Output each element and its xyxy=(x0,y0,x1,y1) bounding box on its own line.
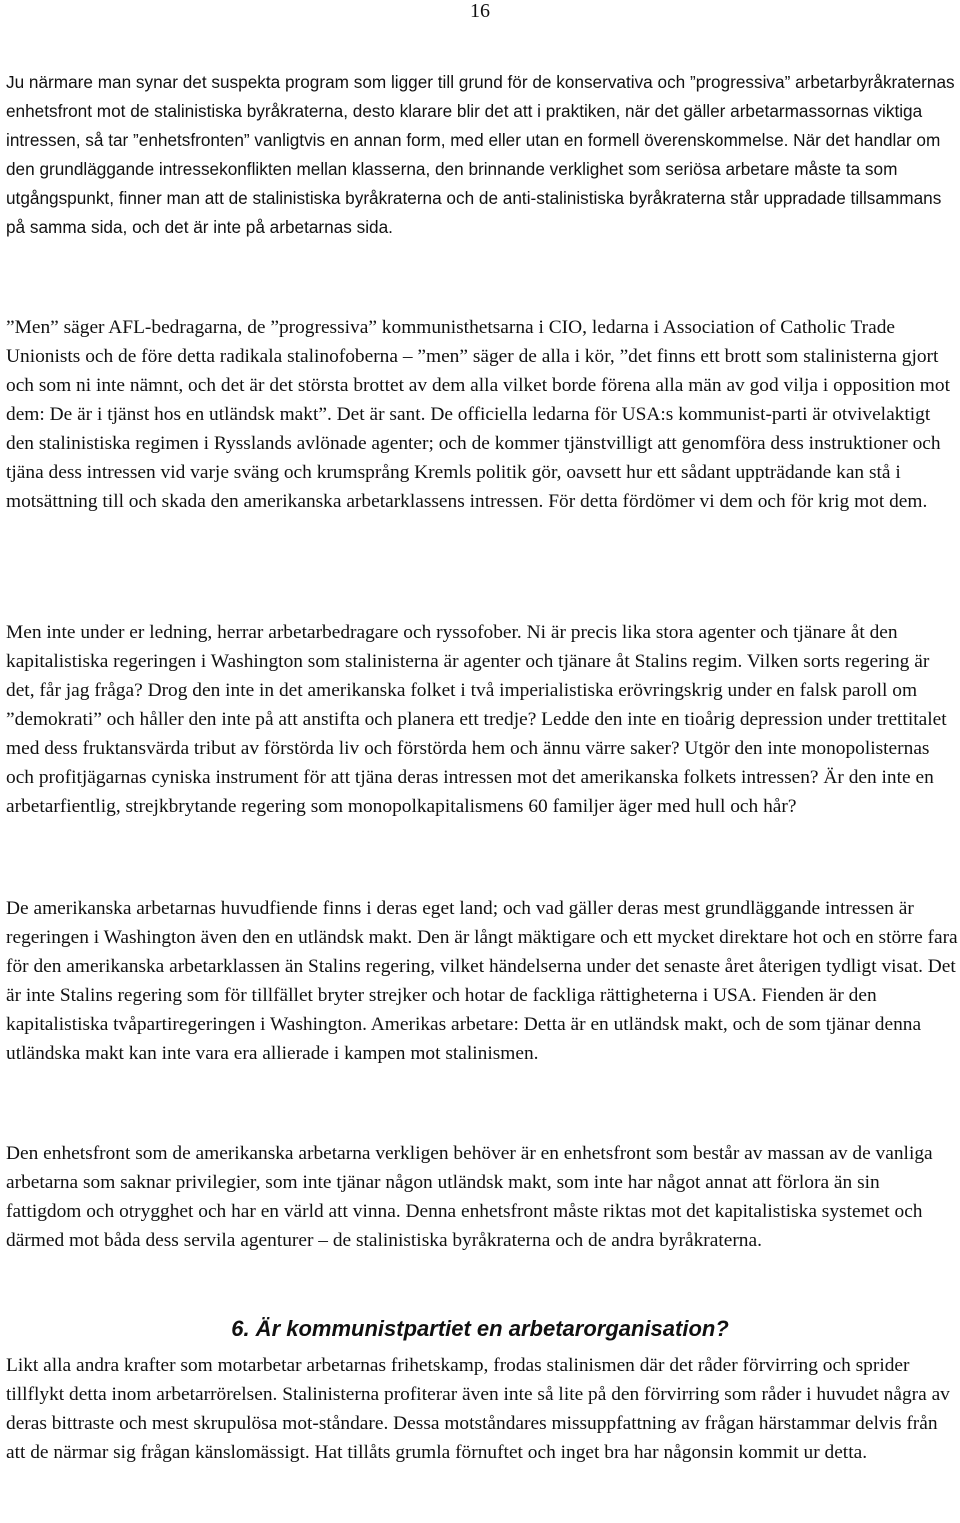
paragraph-1: Ju närmare man synar det suspekta program som ligger till grund för de konservativa och ”progressiva” arbetarbyråkraternas enhetsfront mot de stalinistiska byråkraterna, desto klarare blir det att i praktiken, när det gäller arbetarmassornas viktiga intressen, så tar ”enhetsfronten” vanligtvis en annan form, med eller utan en formell överenskommelse. När det handlar om den grundläggande intressekonflikten mellan klasserna, den brinnande verklighet som seriösa arbetare måste ta som utgångspunkt, finner man att de stalinistiska byråkraterna och de anti-stalinistiska byråkraterna står uppradade tillsammans på samma sida, och det är inte på arbetarnas sida. xyxy=(6,72,955,237)
section-heading: 6. Är kommunistpartiet en arbetarorganisation? xyxy=(231,1316,729,1341)
paragraph-6: Likt alla andra krafter som motarbetar arbetarnas frihetskamp, frodas stalinismen där det råder förvirring och sprider tillflykt detta inom arbetarrörelsen. Stalinisterna profiterar även inte så lite på den förvirring som råder i huvudet några av deras bittraste och mest skrupulösa mot-ståndare. Dessa motståndares missuppfattning av frågan härstammar delvis från att de närmar sig frågan känslomässigt. Hat tillåts grumla förnuftet och inget bra har någonsin kommit ur detta. xyxy=(6,1355,950,1463)
paragraph-2: ”Men” säger AFL-bedragarna, de ”progressiva” kommunisthetsarna i CIO, ledarna i Association of Catholic Trade Unionists och de före detta radikala stalinofoberna – ”men” säger de alla i kör, ”det finns ett brott som stalinisterna gjort och som ni inte nämnt, och det är det största brottet av dem alla vilket borde förena alla män av god vilja i opposition mot dem: De är i tjänst hos en utländsk makt”. Det är sant. De officiella ledarna för USA:s kommunist-parti är otvivelaktigt den stalinistiska regimen i Rysslands avlönade agenter; och de kommer tjänstvilligt att genomföra dess instruktioner och tjäna dess intressen vid varje sväng och krumsprång Kremls politik gör, oavsett hur ett sådant uppträdande kan stå i motsättning till och skada den amerikanska arbetarklassens intressen. För detta fördömer vi dem och för krig mot dem. xyxy=(6,317,950,512)
paragraph-4: De amerikanska arbetarnas huvudfiende finns i deras eget land; och vad gäller deras mest grundläggande intressen är regeringen i Washington även den en utländsk makt. Den är långt mäktigare och ett mycket direktare hot och en större fara för den amerikanska arbetarklassen än Stalins regering, vilket händelserna under det senaste året återigen tydligt visat. Det är inte Stalins regering som för tillfället bryter strejker och hotar de fackliga rättigheterna i USA. Fienden är den kapitalistiska tvåpartiregeringen i Washington. Amerikas arbetare: Detta är en utländsk makt, och de som tjänar denna utländska makt kan inte vara era allierade i kampen mot stalinismen. xyxy=(6,898,958,1064)
paragraph-5: Den enhetsfront som de amerikanska arbetarna verkligen behöver är en enhetsfront som består av massan av de vanliga arbetarna som saknar privilegier, som inte tjänar någon utländsk makt, som inte har något annat att förlora än sin fattigdom och otrygghet och har en värld att vinna. Denna enhetsfront måste riktas mot det kapitalistiska systemet och därmed mot båda dess servila agenturer – de stalinistiska byråkraterna och de andra byråkraterna. xyxy=(6,1143,933,1251)
paragraph-3: Men inte under er ledning, herrar arbetarbedragare och ryssofober. Ni är precis lika stora agenter och tjänare åt den kapitalistiska regeringen i Washington som stalinisterna är agenter och tjänare åt Stalins regim. Vilken sorts regering är det, får jag fråga? Drog den inte in det amerikanska folket i två imperialistiska erövringskrig under en falsk paroll om ”demokrati” och håller den inte på att anstifta och planera ett tredje? Ledde den inte en tioårig depression under trettitalet med dess fruktansvärda tribut av förstörda liv och förstörda hem och ännu värre saker? Utgör den inte monopolisternas och profitjägarnas cyniska instrument för att tjäna deras intressen mot det amerikanska folkets intressen? Är den inte en arbetarfientlig, strejkbrytande regering som monopolkapitalismens 60 familjer äger med hull och hår? xyxy=(6,622,947,817)
page-number: 16 xyxy=(470,0,490,22)
